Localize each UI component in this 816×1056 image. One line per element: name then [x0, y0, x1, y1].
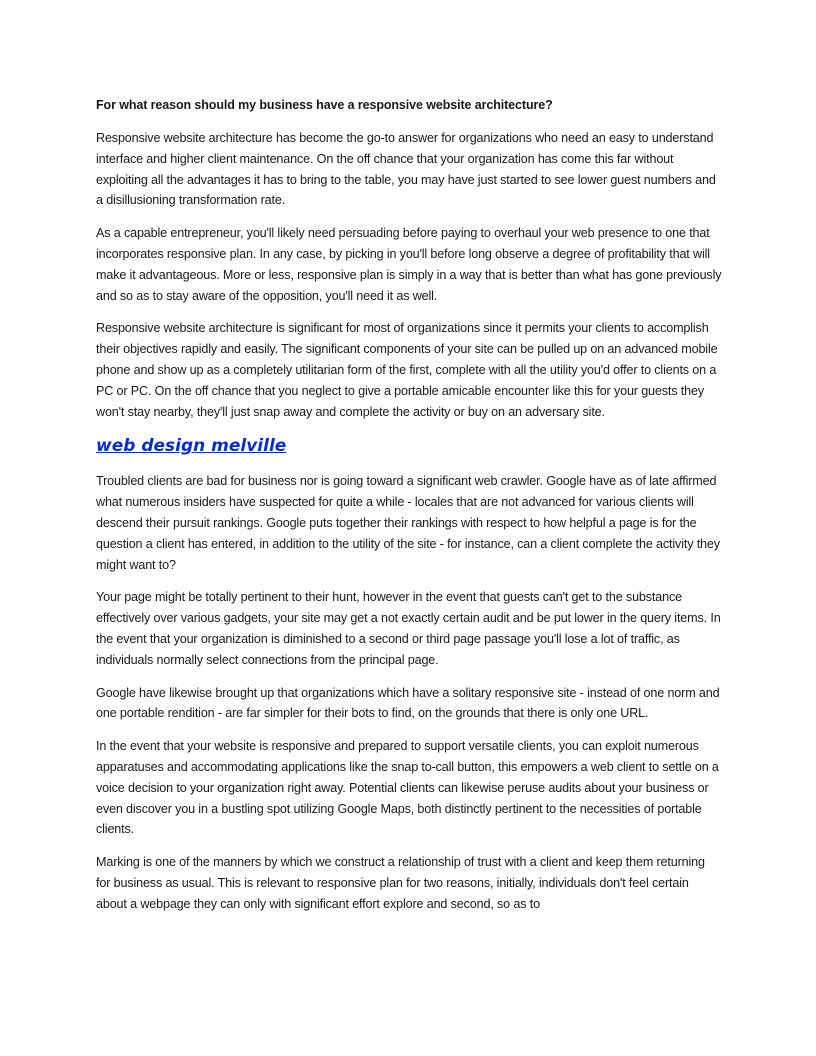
paragraph-solitary-site: Google have likewise brought up that organizations which have a solitary responsive site - instead of one norm and one portable rendition - are far simpler for their bots to find, on the grounds that there is only one URL.: [96, 685, 720, 721]
paragraph-versatile-clients: In the event that your website is responsive and prepared to support versatile clients, you can exploit numerous apparatuses and accommodating applications like the snap to-call button, this empowers a web client to settle on a voice decision to your organization right away. Potential clients can likewise peruse audits about your business or even discover you in a bustling spot utilizing Google Maps, both distinctly pertinent to the necessities of portable clients.: [96, 739, 719, 837]
paragraph-responsive-architecture: Responsive website architecture has become the go-to answer for organizations who need an easy to understand interface and higher client maintenance. On the off chance that your organization has come this far without exploiting all the advantages it has to bring to the table, you may have just started to see lower guest numbers and a disillusioning transformation rate.: [96, 131, 716, 208]
web-design-melville-link[interactable]: web design melville: [96, 436, 287, 457]
paragraph-marking: Marking is one of the manners by which we construct a relationship of trust with a client and keep them returning for business as usual. This is relevant to responsive plan for two reasons, initially, individuals don't feel certain about a webpage they can only with significant effort explore and second, so as to: [96, 855, 705, 911]
paragraph-pertinent-hunt: Your page might be totally pertinent to their hunt, however in the event that guests can't get to the substance effectively over various gadgets, your site may get a not exactly certain audit and be put lower in the query items. In the event that your organization is diminished to a second or third page passage you'll lose a lot of traffic, as individuals normally select connections from the principal page.: [96, 590, 721, 667]
paragraph-significance: Responsive website architecture is significant for most of organizations since it permits your clients to accomplish their objectives rapidly and easily. The significant components of your site can be pulled up on an advanced mobile phone and show up as a completely utilitarian form of the first, complete with all the utility you'd offer to clients on a PC or PC. On the off chance that you neglect to give a portable amicable encounter like this for your guests they won't stay nearby, they'll just snap away and complete the activity or buy on an adversary site.: [96, 321, 718, 419]
document-heading: For what reason should my business have a responsive website architecture?: [96, 98, 553, 112]
paragraph-troubled-clients: Troubled clients are bad for business nor is going toward a significant web crawler. Google have as of late affirmed what numerous insiders have suspected for quite a while - locales that are not advanced for various clients will descend their pursuit rankings. Google puts together their rankings with respect to how helpful a page is for the question a client has entered, in addition to the utility of the site - for instance, can a client complete the activity they might want to?: [96, 474, 720, 572]
paragraph-entrepreneur: As a capable entrepreneur, you'll likely need persuading before paying to overhaul your web presence to one that incorporates responsive plan. In any case, by picking in you'll before long observe a degree of profitability that will make it advantageous. More or less, responsive plan is simply in a way that is better than what has gone previously and so as to stay aware of the opposition, you'll need it as well.: [96, 226, 722, 303]
document-page: [96, 95, 722, 927]
